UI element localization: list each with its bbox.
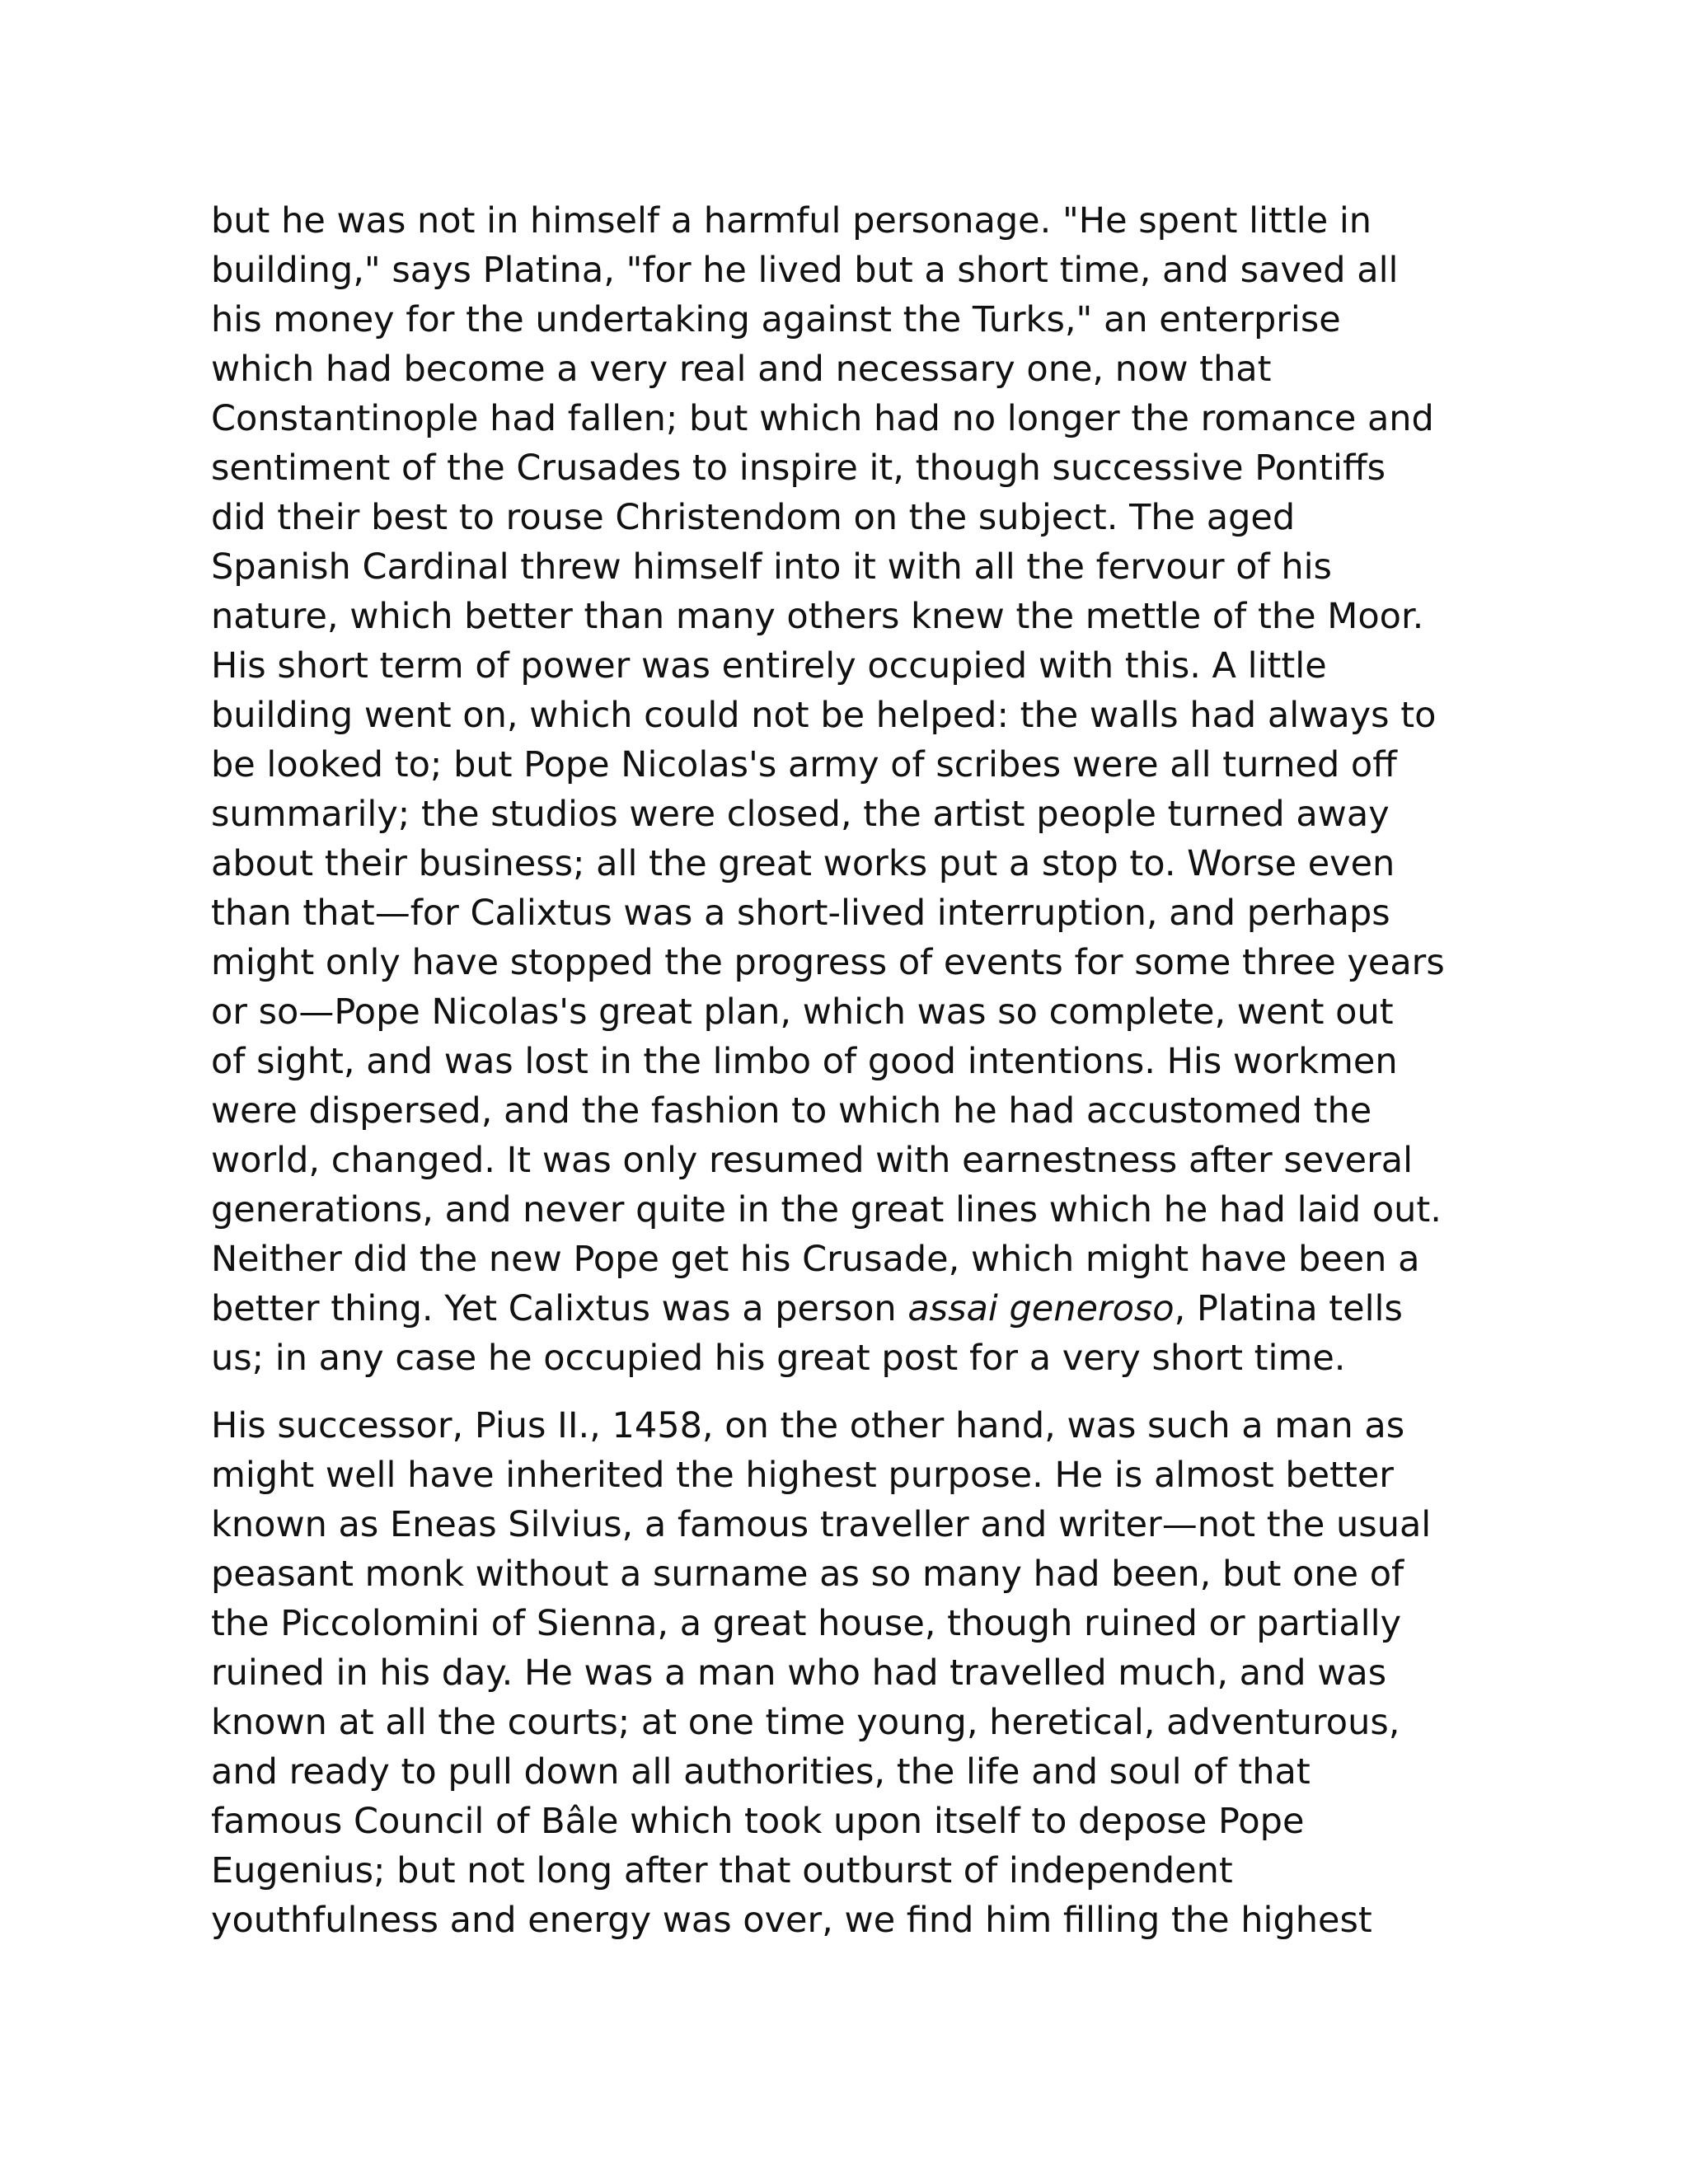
text-line: youthfulness and energy was over, we find him filling the highest: [211, 1900, 1372, 1941]
text-line: which had become a very real and necessary one, now that: [211, 349, 1272, 390]
text-line: nature, which better than many others knew the mettle of the Moor.: [211, 596, 1424, 637]
text-line: than that—for Calixtus was a short-lived interruption, and perhaps: [211, 893, 1390, 934]
text-line: Spanish Cardinal threw himself into it with all the fervour of his: [211, 546, 1332, 588]
text-line: peasant monk without a surname as so many had been, but one of: [211, 1554, 1404, 1595]
text-line: His successor, Pius II., 1458, on the other hand, was such a man as: [211, 1405, 1405, 1446]
text-line: generations, and never quite in the great lines which he had laid out.: [211, 1189, 1442, 1230]
text-line: Neither did the new Pope get his Crusade, which might have been a: [211, 1239, 1420, 1280]
text-line-with-italic: [211, 1284, 1497, 1333]
text-segment: , Platina tells: [1174, 1288, 1403, 1329]
text-line: known at all the courts; at one time young, heretical, adventurous,: [211, 1702, 1400, 1743]
text-line: sentiment of the Crusades to inspire it, though successive Pontiffs: [211, 448, 1386, 489]
text-line: might only have stopped the progress of events for some three years: [211, 942, 1445, 983]
text-line: His short term of power was entirely occupied with this. A little: [211, 645, 1327, 687]
text-line: and ready to pull down all authorities, the life and soul of that: [211, 1751, 1311, 1793]
text-segment: better thing. Yet Calixtus was a person: [211, 1288, 908, 1329]
text-line: ruined in his day. He was a man who had travelled much, and was: [211, 1652, 1387, 1694]
text-line: building," says Platina, "for he lived but a short time, and saved all: [211, 250, 1399, 291]
text-line: did their best to rouse Christendom on the subject. The aged: [211, 497, 1296, 538]
italic-phrase: assai generoso: [907, 1288, 1175, 1329]
text-line: the Piccolomini of Sienna, a great house, though ruined or partially: [211, 1603, 1402, 1644]
text-line: famous Council of Bâle which took upon itself to depose Pope: [211, 1801, 1305, 1842]
text-line: Constantinople had fallen; but which had no longer the romance and: [211, 398, 1434, 439]
text-line: be looked to; but Pope Nicolas's army of scribes were all turned off: [211, 744, 1397, 785]
paragraph-2: [211, 1401, 1497, 1945]
text-line: world, changed. It was only resumed with earnestness after several: [211, 1140, 1414, 1181]
text-line: of sight, and was lost in the limbo of good intentions. His workmen: [211, 1041, 1398, 1082]
text-line: known as Eneas Silvius, a famous traveller and writer—not the usual: [211, 1504, 1432, 1545]
text-line: might well have inherited the highest purpose. He is almost better: [211, 1455, 1394, 1496]
text-line: building went on, which could not be helped: the walls had always to: [211, 695, 1437, 736]
text-line: us; in any case he occupied his great post for a very short time.: [211, 1338, 1346, 1379]
text-line: about their business; all the great works put a stop to. Worse even: [211, 843, 1395, 884]
paragraph-1: [211, 196, 1497, 1383]
text-line: Eugenius; but not long after that outburst of independent: [211, 1850, 1233, 1891]
text-line: summarily; the studios were closed, the artist people turned away: [211, 794, 1390, 835]
text-line: but he was not in himself a harmful personage. "He spent little in: [211, 200, 1372, 241]
text-line: his money for the undertaking against the Turks," an enterprise: [211, 299, 1341, 340]
text-line: or so—Pope Nicolas's great plan, which was so complete, went out: [211, 991, 1394, 1033]
text-line: were dispersed, and the fashion to which he had accustomed the: [211, 1090, 1372, 1132]
